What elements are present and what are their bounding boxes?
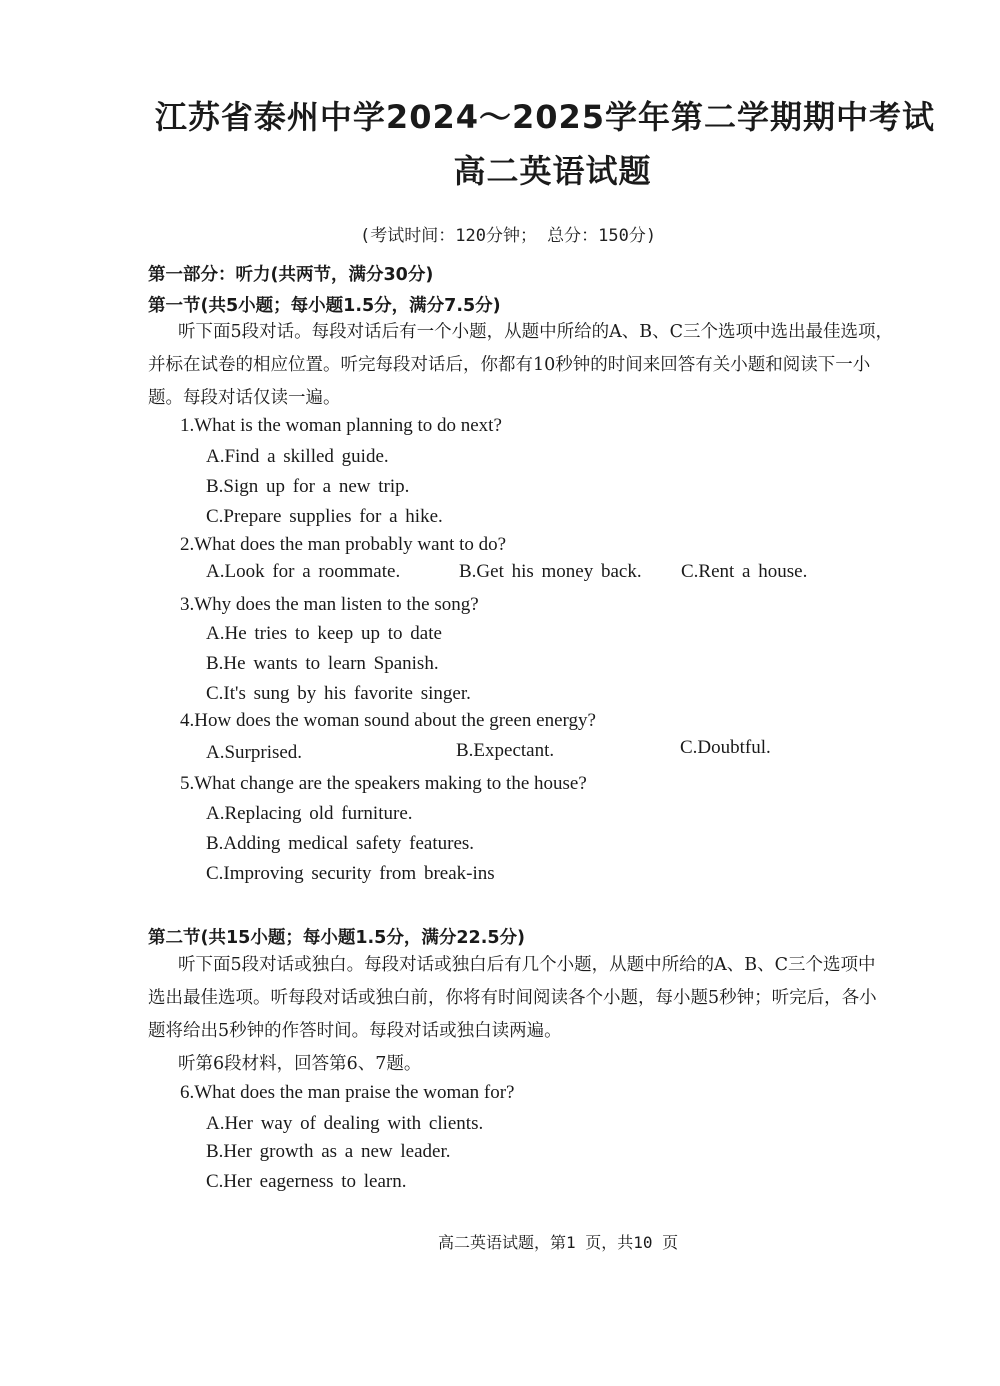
question-5-option-c: C.Improving security from break-ins <box>206 863 495 884</box>
question-2: 2.What does the man probably want to do? <box>180 534 507 555</box>
question-6: 6.What does the man praise the woman for? <box>180 1082 515 1103</box>
question-1-option-b: B.Sign up for a new trip. <box>206 476 410 497</box>
question-4-option-a: A.Surprised. <box>206 742 303 763</box>
question-2-option-c: C.Rent a house. <box>681 561 808 582</box>
section1-instruction-line: 听下面5段对话。每段对话后有一个小题，从题中所给的A、B、C三个选项中选出最佳选项， <box>178 322 894 342</box>
exam-subtitle: 高二英语试题 <box>453 152 652 190</box>
question-5-option-b: B.Adding medical safety features. <box>206 833 475 854</box>
section2-instruction-line: 听下面5段对话或独白。每段对话或独白后有几个小题，从题中所给的A、B、C三个选项中 <box>178 955 876 975</box>
question-4-option-c: C.Doubtful. <box>680 737 771 758</box>
question-1-option-a: A.Find a skilled guide. <box>206 446 389 467</box>
question-4-option-b: B.Expectant. <box>456 740 555 761</box>
section1-instruction-line: 题。每段对话仅读一遍。 <box>148 388 341 408</box>
question-6-option-a: A.Her way of dealing with clients. <box>206 1113 484 1134</box>
page-footer: 高二英语试题，第1 页，共10 页 <box>438 1233 679 1252</box>
exam-title: 江苏省泰州中学2024～2025学年第二学期期中考试 <box>154 98 936 136</box>
question-1: 1.What is the woman planning to do next? <box>180 415 502 436</box>
question-3: 3.Why does the man listen to the song? <box>180 594 479 615</box>
question-1-option-c: C.Prepare supplies for a hike. <box>206 506 443 527</box>
exam-info: (考试时间：120分钟； 总分：150分) <box>360 226 657 246</box>
question-5: 5.What change are the speakers making to the house? <box>180 773 587 794</box>
section2-instruction-line: 题将给出5秒钟的作答时间。每段对话或独白读两遍。 <box>148 1021 562 1041</box>
question-6-option-b: B.Her growth as a new leader. <box>206 1141 451 1162</box>
material-note: 听第6段材料，回答第6、7题。 <box>178 1054 422 1074</box>
section1-instruction-line: 并标在试卷的相应位置。听完每段对话后，你都有10秒钟的时间来回答有关小题和阅读下一小 <box>148 355 871 375</box>
question-4: 4.How does the woman sound about the green energy? <box>180 710 596 731</box>
question-3-option-a: A.He tries to keep up to date <box>206 623 442 644</box>
section1-heading: 第一节(共5小题；每小题1.5分，满分7.5分) <box>148 296 501 316</box>
question-2-option-a: A.Look for a roommate. <box>206 561 401 582</box>
part1-heading: 第一部分：听力(共两节，满分30分) <box>148 265 434 285</box>
question-2-option-b: B.Get his money back. <box>459 561 642 582</box>
question-3-option-b: B.He wants to learn Spanish. <box>206 653 439 674</box>
question-3-option-c: C.It's sung by his favorite singer. <box>206 683 471 704</box>
section2-instruction-line: 选出最佳选项。听每段对话或独白前，你将有时间阅读各个小题，每小题5秒钟；听完后，各小 <box>148 988 877 1008</box>
question-6-option-c: C.Her eagerness to learn. <box>206 1171 407 1192</box>
question-5-option-a: A.Replacing old furniture. <box>206 803 413 824</box>
section2-heading: 第二节(共15小题；每小题1.5分，满分22.5分) <box>148 928 526 948</box>
